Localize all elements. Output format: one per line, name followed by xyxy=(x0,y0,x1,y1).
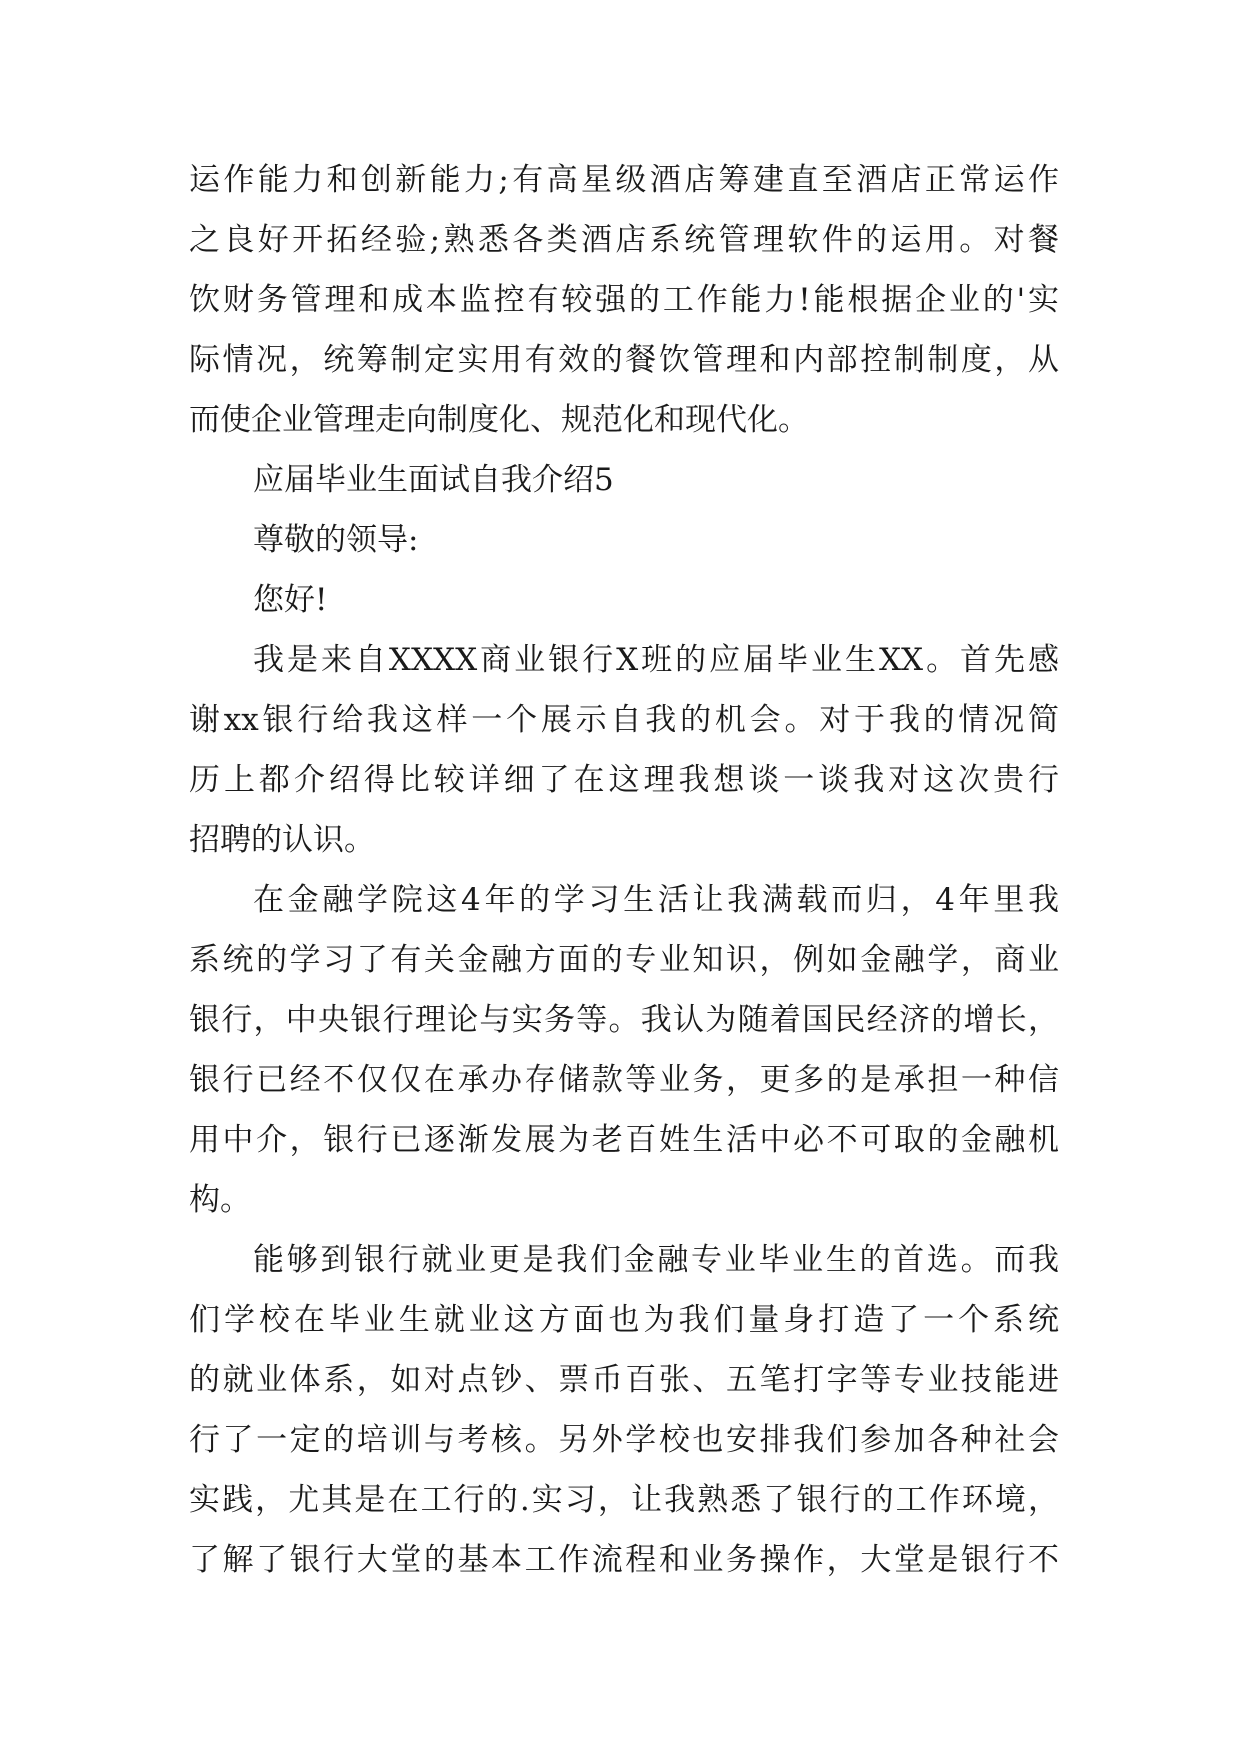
text-line: 行了一定的培训与考核。另外学校也安排我们参加各种社会 xyxy=(189,1422,1059,1458)
text-line: 银行，中央银行理论与实务等。我认为随着国民经济的增长， xyxy=(189,1002,1059,1038)
text-line: 应届毕业生面试自我介绍5 xyxy=(253,462,614,498)
text-line: 您好! xyxy=(253,582,328,618)
text-line: 而使企业管理走向制度化、规范化和现代化。 xyxy=(189,402,809,438)
text-line: 尊敬的领导: xyxy=(253,522,419,558)
text-line: 银行已经不仅仅在承办存储款等业务，更多的是承担一种信 xyxy=(189,1062,1059,1098)
text-line: 实践，尤其是在工行的.实习，让我熟悉了银行的工作环境， xyxy=(189,1482,1059,1518)
text-line: 谢xx银行给我这样一个展示自我的机会。对于我的情况简 xyxy=(189,702,1059,738)
text-line: 们学校在毕业生就业这方面也为我们量身打造了一个系统 xyxy=(189,1302,1059,1338)
text-line: 招聘的认识。 xyxy=(189,822,375,858)
text-line: 的就业体系，如对点钞、票币百张、五笔打字等专业技能进 xyxy=(189,1362,1059,1398)
text-line: 构。 xyxy=(189,1182,251,1218)
text-line: 我是来自XXXX商业银行X班的应届毕业生XX。首先感 xyxy=(253,642,1059,678)
text-line: 际情况，统筹制定实用有效的餐饮管理和内部控制制度，从 xyxy=(189,342,1059,378)
text-line: 历上都介绍得比较详细了在这理我想谈一谈我对这次贵行 xyxy=(189,762,1059,798)
text-line: 了解了银行大堂的基本工作流程和业务操作，大堂是银行不 xyxy=(189,1542,1059,1578)
text-line: 之良好开拓经验;熟悉各类酒店系统管理软件的运用。对餐 xyxy=(189,222,1059,258)
text-line: 系统的学习了有关金融方面的专业知识，例如金融学，商业 xyxy=(189,942,1059,978)
text-line: 运作能力和创新能力;有高星级酒店筹建直至酒店正常运作 xyxy=(189,162,1059,198)
text-line: 在金融学院这4年的学习生活让我满载而归，4年里我 xyxy=(253,882,1059,918)
document-body xyxy=(189,150,1059,1590)
text-line: 饮财务管理和成本监控有较强的工作能力!能根据企业的'实 xyxy=(189,282,1059,318)
text-line: 用中介，银行已逐渐发展为老百姓生活中必不可取的金融机 xyxy=(189,1122,1059,1158)
text-line: 能够到银行就业更是我们金融专业毕业生的首选。而我 xyxy=(253,1242,1059,1278)
